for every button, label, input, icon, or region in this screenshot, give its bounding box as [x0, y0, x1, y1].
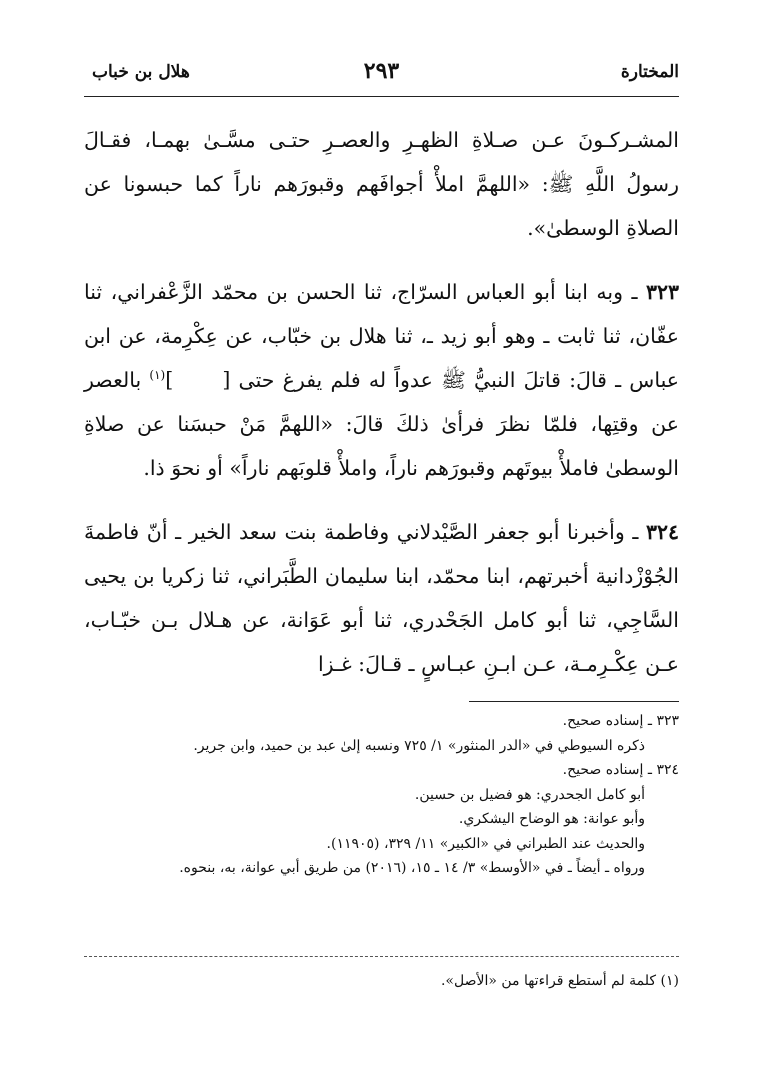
note-line: أبو كامل الجحدري: هو فضيل بن حسين. [414, 786, 645, 803]
dashed-divider [84, 956, 679, 957]
bracket-close: ] [165, 368, 174, 392]
note-line: ذكره السيوطي في «الدر المنثور» ١/ ٧٢٥ ونسبه إلىٰ عبد بن حميد، وابن جرير. [193, 737, 645, 754]
hadith-text: ـ وبه ابنا أبو العباس السرّاج، ثنا الحسن بن محمّد الزَّعْفراني، ثنا عفّان، ثنا ثابت ـ وهو أبو زيد ـ، ثنا هلال بن خبّاب، عن عِكْرِمة، عن ابن عباس ـ قالَ: قاتلَ النبيُّ ﷺ عدواً له فلم يفرغ حتى [ [84, 280, 679, 392]
footnote-divider [469, 701, 679, 702]
note-line: ٣٢٤ ـ إسناده صحيح. [562, 762, 679, 778]
takhrij-notes [84, 709, 679, 881]
hadith-number: ٣٢٤ [645, 520, 679, 544]
illegible-gap [173, 368, 222, 392]
hadith-323 [84, 270, 679, 490]
footnote-1: (١) كلمة لم أستطع قراءتها من «الأصل». [440, 973, 679, 989]
note-line: والحديث عند الطبراني في «الكبير» ١١/ ٣٢٩، (١١٩٠٥). [326, 835, 645, 852]
header-chapter-title: هلال بن خباب [92, 62, 190, 82]
hadith-text: ـ وأخبرنا أبو جعفر الصَّيْدلاني وفاطمة بنت سعد الخير ـ أنّ فاطمةَ الجُوْزْدانية أخبرتهم، ابنا محمّد، ابنا سليمان الطَّبَراني، ثنا زكريا بن يحيى السَّاجِي، ثنا أبو كامل الجَحْدري، ثنا أبو عَوَانة، عن هـلال بـن خبّـاب، عـن عِكْـرِمـة، عـن ابـنِ عبـاسٍ ـ قـالَ: غـزا [84, 520, 679, 676]
main-text [84, 118, 679, 686]
hadith-324 [84, 510, 679, 686]
hadith-number: ٣٢٣ [645, 280, 679, 304]
paragraph-continuation: المشـركـونَ عـن صـلاةِ الظهـرِ والعصـرِ حتـى مسَّـىٰ بهمـا، فقـالَ رسولُ اللَّهِ ﷺ: «اللهمَّ املأْ أجوافَهم وقبورَهم ناراً كما حبسونا عن الصلاةِ الوسطىٰ». [84, 128, 679, 240]
hadith-text-cont: بالعصر عن وقتِها، فلمّا نظرَ فرأىٰ ذلكَ قالَ: «اللهمَّ مَنْ حبسَنا عن صلاةِ الوسطىٰ فاملأْ بيوتَهم وقبورَهم ناراً، واملأْ قلوبَهم ناراً» أو نحوَ ذا. [84, 368, 679, 480]
note-line: ٣٢٣ ـ إسناده صحيح. [562, 713, 679, 729]
note-line: وأبو عوانة: هو الوضاح اليشكري. [458, 811, 645, 827]
note-line: ورواه ـ أيضاً ـ في «الأوسط» ٣/ ١٤ ـ ١٥، (٢٠١٦) من طريق أبي عوانة، به، بنحوه. [179, 860, 645, 876]
footnote-ref: (١) [149, 368, 166, 383]
page-number: ٢٩٣ [363, 58, 400, 84]
header-divider [84, 96, 679, 97]
header-book-title: المختارة [620, 62, 679, 82]
